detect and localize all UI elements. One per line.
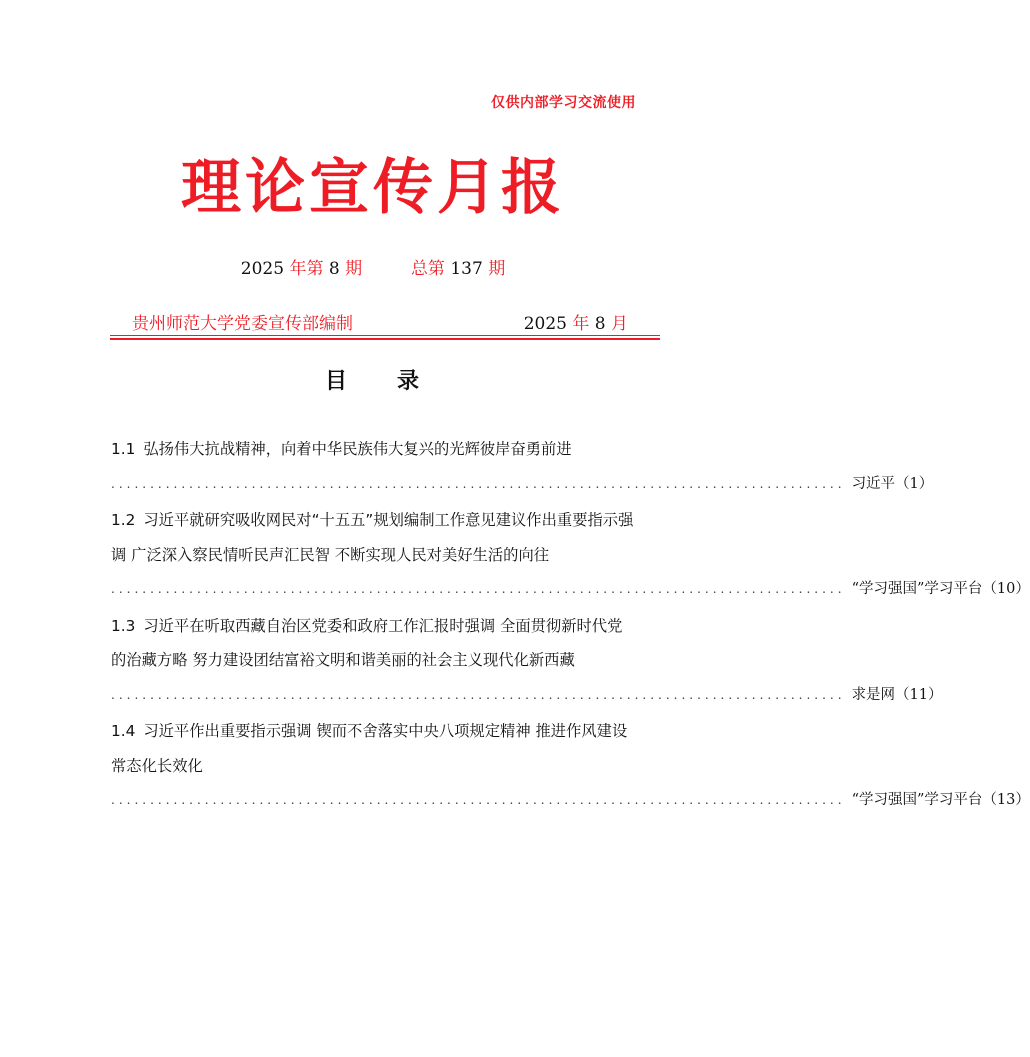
toc-entry-title: 习近平在听取西藏自治区党委和政府工作汇报时强调 全面贯彻新时代党的治藏方略 努力建设团结富裕文明和谐美丽的社会主义现代化新西藏 (111, 616, 623, 669)
total-number: 137 (450, 259, 483, 279)
toc-entry-title: 习近平作出重要指示强调 锲而不舍落实中央八项规定精神 推进作风建设常态化长效化 (111, 722, 628, 775)
toc-leader-dots: .............................................................................................. (111, 793, 846, 807)
pub-month-suffix: 月 (611, 314, 628, 334)
toc-leader-dots: .............................................................................................. (111, 687, 846, 702)
toc-entry-title: 习近平就研究吸收网民对“十五五”规划编制工作意见建议作出重要指示强调 广泛深入察民情听民声汇民智 不断实现人民对美好生活的向往 (111, 511, 634, 564)
total-prefix: 总第 (410, 259, 445, 279)
publication-title: 理论宣传月报 (181, 153, 565, 223)
pub-year: 2025 (523, 314, 567, 334)
header-rule-thin (110, 335, 660, 336)
publication-date (524, 309, 628, 334)
toc-entry-source: 求是网（11） (851, 686, 943, 703)
toc-entry[interactable] (111, 432, 934, 501)
issue-suffix: 期 (345, 259, 363, 279)
toc-entry-number: 1.1 (111, 440, 136, 458)
toc-entry-source: “学习强国”学习平台（10） (851, 581, 1030, 597)
toc-entry-source: “学习强国”学习平台（13） (851, 792, 1030, 808)
internal-use-notice: 仅供内部学习交流使用 (491, 95, 636, 111)
issue-year: 2025 (240, 259, 285, 279)
table-of-contents (111, 432, 1030, 820)
total-suffix: 期 (488, 259, 506, 279)
toc-entry-number: 1.4 (111, 722, 136, 740)
toc-heading-first: 目 (324, 369, 349, 394)
toc-entry-title: 弘扬伟大抗战精神，向着中华民族伟大复兴的光辉彼岸奋勇前进 (143, 440, 572, 458)
publisher: 贵州师范大学党委宣传部编制 (132, 314, 353, 334)
toc-entry-source: 习近平（1） (851, 475, 934, 492)
issue-year-suffix: 年第 (289, 259, 324, 279)
issue-number: 8 (328, 259, 340, 279)
toc-entry-number: 1.3 (111, 616, 136, 635)
toc-entry[interactable] (111, 503, 1030, 607)
header-rule-thick (110, 338, 660, 340)
toc-entry[interactable] (111, 609, 943, 713)
toc-entry[interactable] (111, 714, 1030, 818)
toc-heading (0, 364, 746, 395)
issue-line (0, 254, 746, 279)
pub-year-suffix: 年 (572, 314, 590, 334)
pub-month: 8 (594, 314, 606, 334)
toc-leader-dots: .............................................................................................. (111, 476, 846, 491)
toc-entry-number: 1.2 (111, 511, 136, 529)
toc-leader-dots: .............................................................................................. (111, 582, 846, 596)
toc-heading-second: 录 (397, 369, 422, 394)
